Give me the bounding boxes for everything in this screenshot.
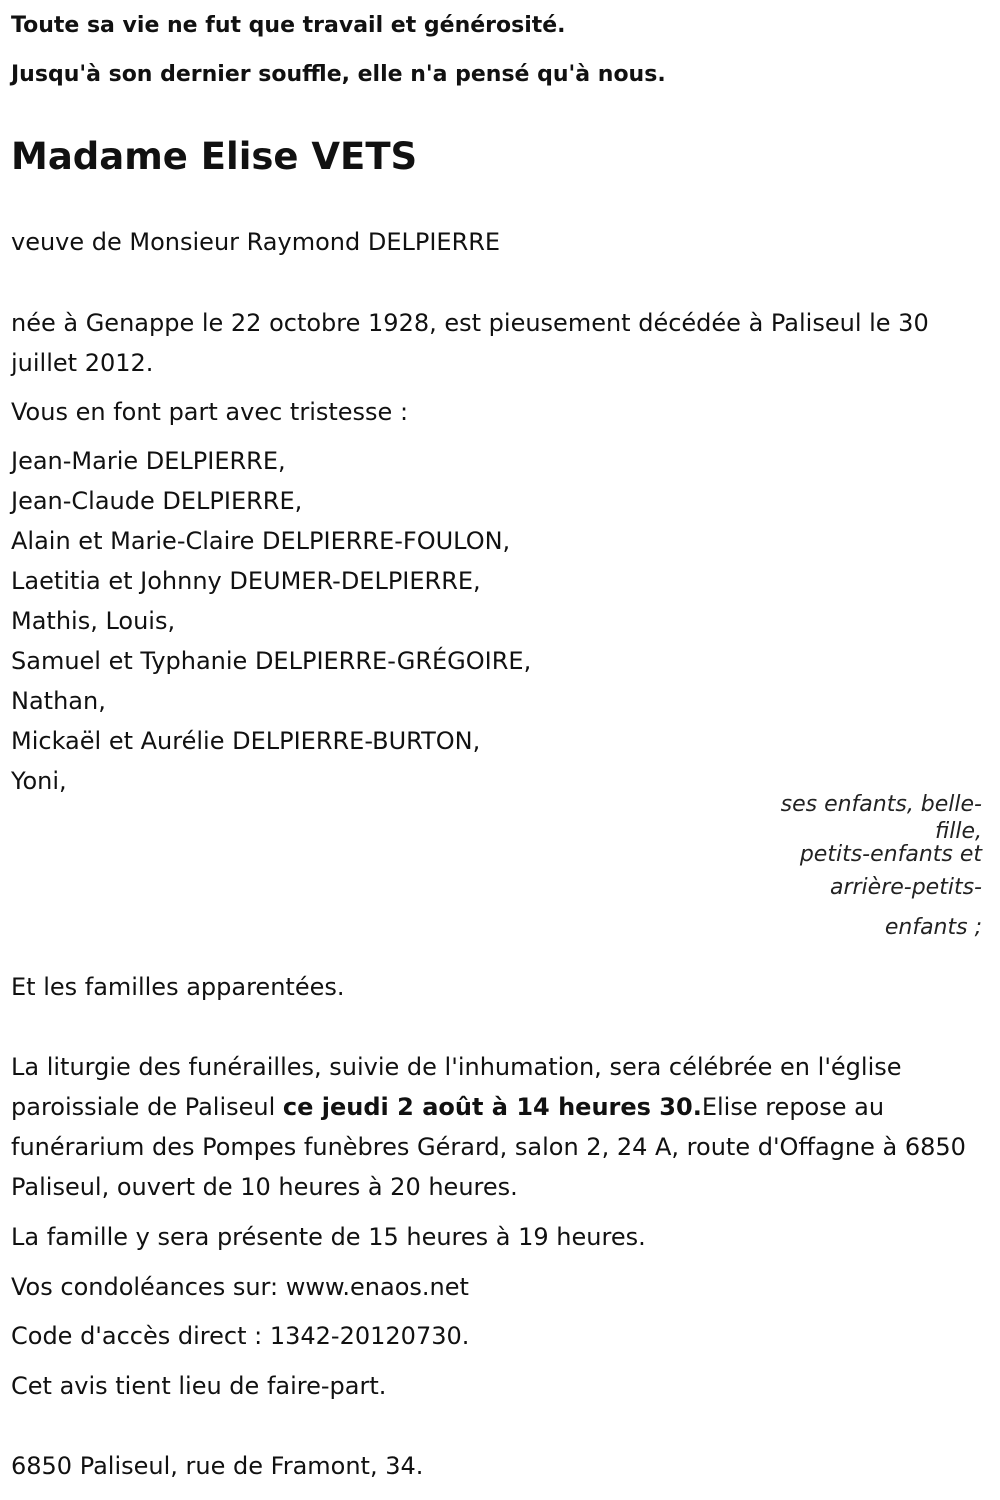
funeral-text-part1: La liturgie des funérailles, suivie de l'inhumation, sera célébrée en l'église paroissiale de Paliseul bbox=[11, 1053, 902, 1121]
funeral-paragraph bbox=[11, 1047, 991, 1207]
family-member: Nathan, bbox=[11, 687, 106, 715]
family-member: Jean-Claude DELPIERRE, bbox=[11, 487, 303, 515]
announce-intro: Vous en font part avec tristesse : bbox=[11, 398, 409, 426]
deceased-name: Madame Elise VETS bbox=[11, 135, 418, 178]
quote-line-1: Toute sa vie ne fut que travail et générosité. bbox=[11, 13, 566, 38]
relation-line: petits-enfants et bbox=[799, 842, 982, 867]
address-line: 6850 Paliseul, rue de Framont, 34. bbox=[11, 1452, 424, 1480]
family-member: Yoni, bbox=[11, 767, 67, 795]
family-member: Laetitia et Johnny DEUMER-DELPIERRE, bbox=[11, 567, 481, 595]
family-presence: La famille y sera présente de 15 heures à 19 heures. bbox=[11, 1223, 646, 1251]
family-member: Mathis, Louis, bbox=[11, 607, 176, 635]
relation-caption bbox=[742, 788, 982, 948]
quote-line-2: Jusqu'à son dernier souffle, elle n'a pensé qu'à nous. bbox=[11, 62, 666, 87]
funeral-date: ce jeudi 2 août à 14 heures 30. bbox=[282, 1093, 702, 1121]
birth-death-paragraph: née à Genappe le 22 octobre 1928, est pieusement décédée à Paliseul le 30 juillet 2012. bbox=[11, 309, 929, 377]
relation-line: arrière-petits- bbox=[829, 875, 982, 900]
family-member: Jean-Marie DELPIERRE, bbox=[11, 447, 286, 475]
relation-line: ses enfants, belle- bbox=[780, 792, 982, 817]
widow-of-line: veuve de Monsieur Raymond DELPIERRE bbox=[11, 228, 501, 256]
family-list bbox=[11, 441, 531, 801]
funeral-text-part2: Elise repose au funérarium des Pompes funèbres Gérard, salon 2, 24 A, route d'Offagne à 6850 Paliseul, ouvert de 10 heures à 20 heures. bbox=[11, 1093, 966, 1201]
relation-line: fille, bbox=[935, 819, 982, 844]
relation-line: enfants ; bbox=[884, 915, 982, 940]
condolences-line: Vos condoléances sur: www.enaos.net bbox=[11, 1273, 469, 1301]
related-families: Et les familles apparentées. bbox=[11, 973, 345, 1001]
notice-line: Cet avis tient lieu de faire-part. bbox=[11, 1372, 387, 1400]
family-member: Samuel et Typhanie DELPIERRE-GRÉGOIRE, bbox=[11, 647, 532, 675]
family-member: Alain et Marie-Claire DELPIERRE-FOULON, bbox=[11, 527, 511, 555]
family-member: Mickaël et Aurélie DELPIERRE-BURTON, bbox=[11, 727, 481, 755]
access-code-line: Code d'accès direct : 1342-20120730. bbox=[11, 1322, 470, 1350]
